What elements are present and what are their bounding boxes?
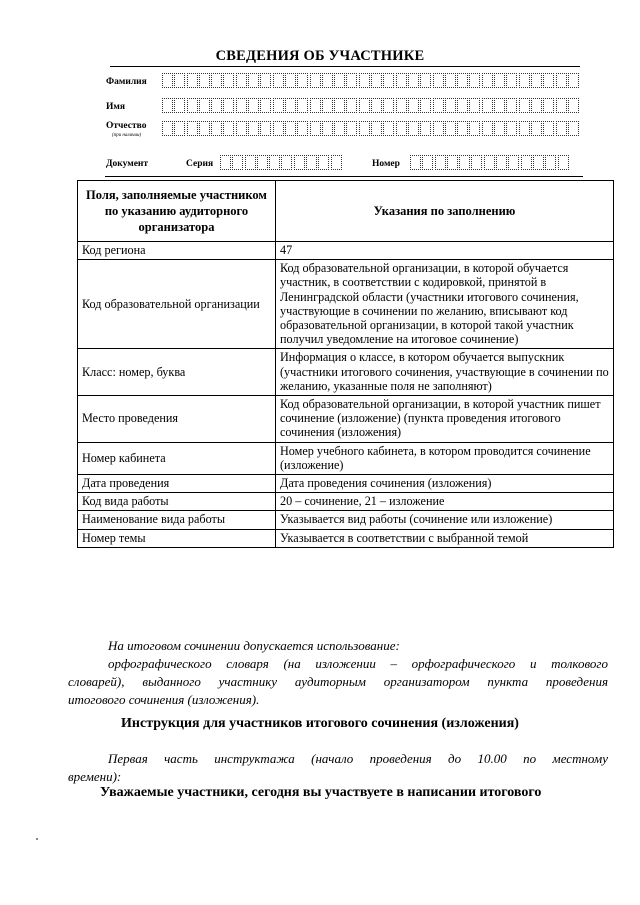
table-row (78, 529, 614, 547)
letter-cell[interactable] (494, 98, 505, 113)
field-cell: Номер темы (78, 529, 276, 547)
letter-cell[interactable] (174, 121, 185, 136)
letter-cell[interactable] (318, 155, 329, 170)
letter-cell[interactable] (482, 73, 493, 88)
letter-cell[interactable] (457, 73, 468, 88)
letter-cell[interactable] (273, 98, 284, 113)
letter-cell[interactable] (334, 98, 345, 113)
letter-cell[interactable] (260, 73, 271, 88)
series-cells[interactable] (220, 155, 343, 170)
scan-speck (36, 838, 38, 840)
letter-cell[interactable] (471, 155, 482, 170)
letter-cell[interactable] (297, 73, 308, 88)
letter-cell[interactable] (257, 155, 268, 170)
letter-cell[interactable] (359, 73, 370, 88)
field-cell: Код региона (78, 242, 276, 260)
letter-cell[interactable] (408, 98, 419, 113)
series-label: Серия (186, 159, 214, 169)
instruction-part1-line1: Первая часть инструктажа (начало проведения до 10.00 по местному (108, 751, 608, 766)
letter-cell[interactable] (187, 73, 198, 88)
letter-cell[interactable] (162, 98, 173, 113)
letter-cell[interactable] (211, 73, 222, 88)
letter-cell[interactable] (162, 121, 173, 136)
letter-cell[interactable] (484, 155, 495, 170)
instruction-speech-start: Уважаемые участники, сегодня вы участвуете в написании итогового (100, 785, 542, 800)
letter-cell[interactable] (469, 98, 480, 113)
letter-cell[interactable] (346, 73, 357, 88)
letter-cell[interactable] (545, 155, 556, 170)
letter-cell[interactable] (322, 73, 333, 88)
title-divider (110, 66, 580, 67)
letter-cell[interactable] (445, 98, 456, 113)
letter-cell[interactable] (199, 73, 210, 88)
letter-cell[interactable] (482, 121, 493, 136)
instruction-cell: 47 (276, 242, 614, 260)
instruction-cell: 20 – сочинение, 21 – изложение (276, 493, 614, 511)
instruction-title: Инструкция для участников итогового сочинения (изложения) (121, 716, 519, 731)
letter-cell[interactable] (174, 98, 185, 113)
table-row (78, 396, 614, 443)
letter-cell[interactable] (445, 121, 456, 136)
table-row (78, 442, 614, 474)
letter-cell[interactable] (199, 121, 210, 136)
letter-cell[interactable] (506, 121, 517, 136)
patronymic-cells[interactable] (162, 121, 580, 136)
letter-cell[interactable] (410, 155, 421, 170)
letter-cell[interactable] (447, 155, 458, 170)
instruction-cell: Код образовательной организации, в которой обучается участник, в соответствии с кодировкой, принятой в Ленинградской области (участники итогового сочинения, участвующие в сочинении по желанию, вписывают код образовательной организации, в которой такой участник получил уведомление на итоговое сочинение) (276, 260, 614, 349)
letter-cell[interactable] (531, 121, 542, 136)
letter-cell[interactable] (285, 73, 296, 88)
letter-cell[interactable] (174, 73, 185, 88)
field-cell: Код образовательной организации (78, 260, 276, 349)
instruction-cell: Дата проведения сочинения (изложения) (276, 475, 614, 493)
letter-cell[interactable] (568, 121, 579, 136)
letter-cell[interactable] (322, 98, 333, 113)
number-cells[interactable] (410, 155, 570, 170)
letter-cell[interactable] (187, 98, 198, 113)
letter-cell[interactable] (433, 98, 444, 113)
letter-cell[interactable] (162, 73, 173, 88)
letter-cell[interactable] (506, 98, 517, 113)
letter-cell[interactable] (211, 98, 222, 113)
field-cell: Место проведения (78, 396, 276, 443)
number-label: Номер (372, 159, 400, 169)
letter-cell[interactable] (519, 98, 530, 113)
letter-cell[interactable] (285, 98, 296, 113)
table-header-row (78, 181, 614, 242)
letter-cell[interactable] (322, 121, 333, 136)
note-line-3: словарей), выданного участнику аудиторным организатором пункта проведения (68, 674, 608, 689)
field-cell: Дата проведения (78, 475, 276, 493)
name-label: Имя (106, 102, 125, 112)
letter-cell[interactable] (383, 73, 394, 88)
fill-instructions-table (77, 180, 614, 548)
letter-cell[interactable] (568, 98, 579, 113)
table-row (78, 493, 614, 511)
form-title: СВЕДЕНИЯ ОБ УЧАСТНИКЕ (215, 48, 425, 64)
letter-cell[interactable] (199, 98, 210, 113)
field-cell: Класс: номер, буква (78, 349, 276, 396)
letter-cell[interactable] (420, 73, 431, 88)
name-cells[interactable] (162, 98, 580, 113)
letter-cell[interactable] (568, 73, 579, 88)
letter-cell[interactable] (346, 98, 357, 113)
letter-cell[interactable] (310, 73, 321, 88)
letter-cell[interactable] (396, 98, 407, 113)
instruction-cell: Указывается в соответствии с выбранной темой (276, 529, 614, 547)
document-label: Документ (106, 159, 149, 169)
letter-cell[interactable] (420, 98, 431, 113)
letter-cell[interactable] (248, 73, 259, 88)
letter-cell[interactable] (396, 73, 407, 88)
instruction-part1-line2: времени): (68, 769, 122, 784)
letter-cell[interactable] (310, 98, 321, 113)
letter-cell[interactable] (531, 98, 542, 113)
letter-cell[interactable] (273, 121, 284, 136)
letter-cell[interactable] (306, 155, 317, 170)
letter-cell[interactable] (482, 98, 493, 113)
letter-cell[interactable] (521, 155, 532, 170)
letter-cell[interactable] (543, 98, 554, 113)
letter-cell[interactable] (457, 98, 468, 113)
letter-cell[interactable] (508, 155, 519, 170)
column-header-instructions: Указания по заполнению (276, 181, 614, 242)
letter-cell[interactable] (211, 121, 222, 136)
letter-cell[interactable] (433, 73, 444, 88)
letter-cell[interactable] (383, 121, 394, 136)
instruction-cell: Код образовательной организации, в которой участник пишет сочинение (изложение) (пункта проведения итогового сочинения (изложения) (276, 396, 614, 443)
letter-cell[interactable] (433, 121, 444, 136)
table-row (78, 475, 614, 493)
letter-cell[interactable] (543, 121, 554, 136)
letter-cell[interactable] (245, 155, 256, 170)
letter-cell[interactable] (371, 98, 382, 113)
letter-cell[interactable] (220, 155, 231, 170)
letter-cell[interactable] (422, 155, 433, 170)
letter-cell[interactable] (371, 73, 382, 88)
note-line-2: орфографического словаря (на изложении – орфографического и толкового (108, 656, 608, 671)
letter-cell[interactable] (297, 121, 308, 136)
letter-cell[interactable] (334, 121, 345, 136)
surname-label: Фамилия (106, 77, 147, 87)
letter-cell[interactable] (232, 155, 243, 170)
letter-cell[interactable] (494, 121, 505, 136)
instruction-cell: Информация о классе, в котором обучается выпускник (участники итогового сочинения, участвующие в сочинении по желанию, указанные поля не заполняют) (276, 349, 614, 396)
note-intro: На итоговом сочинении допускается использование: (108, 638, 400, 653)
letter-cell[interactable] (285, 121, 296, 136)
letter-cell[interactable] (294, 155, 305, 170)
table-row (78, 349, 614, 396)
letter-cell[interactable] (334, 73, 345, 88)
instruction-cell: Номер учебного кабинета, в котором проводится сочинение (изложение) (276, 442, 614, 474)
surname-cells[interactable] (162, 73, 580, 88)
letter-cell[interactable] (445, 73, 456, 88)
letter-cell[interactable] (187, 121, 198, 136)
letter-cell[interactable] (469, 73, 480, 88)
letter-cell[interactable] (223, 98, 234, 113)
letter-cell[interactable] (236, 73, 247, 88)
letter-cell[interactable] (519, 121, 530, 136)
letter-cell[interactable] (297, 98, 308, 113)
letter-cell[interactable] (371, 121, 382, 136)
letter-cell[interactable] (435, 155, 446, 170)
letter-cell[interactable] (260, 121, 271, 136)
letter-cell[interactable] (223, 121, 234, 136)
table-row (78, 242, 614, 260)
letter-cell[interactable] (420, 121, 431, 136)
field-cell: Номер кабинета (78, 442, 276, 474)
letter-cell[interactable] (396, 121, 407, 136)
letter-cell[interactable] (531, 73, 542, 88)
letter-cell[interactable] (383, 98, 394, 113)
letter-cell[interactable] (331, 155, 342, 170)
letter-cell[interactable] (248, 98, 259, 113)
letter-cell[interactable] (248, 121, 259, 136)
letter-cell[interactable] (556, 121, 567, 136)
letter-cell[interactable] (506, 73, 517, 88)
letter-cell[interactable] (408, 73, 419, 88)
document-divider (105, 176, 583, 177)
letter-cell[interactable] (457, 121, 468, 136)
letter-cell[interactable] (494, 73, 505, 88)
column-header-fields: Поля, заполняемые участником по указанию аудиторного организатора (78, 181, 276, 242)
field-cell: Наименование вида работы (78, 511, 276, 529)
letter-cell[interactable] (269, 155, 280, 170)
table-row (78, 260, 614, 349)
letter-cell[interactable] (533, 155, 544, 170)
letter-cell[interactable] (346, 121, 357, 136)
letter-cell[interactable] (260, 98, 271, 113)
letter-cell[interactable] (359, 98, 370, 113)
patronymic-label: Отчество (106, 121, 147, 131)
patronymic-note: (при наличии) (112, 133, 142, 138)
letter-cell[interactable] (223, 73, 234, 88)
table-row (78, 511, 614, 529)
letter-cell[interactable] (556, 73, 567, 88)
letter-cell[interactable] (543, 73, 554, 88)
letter-cell[interactable] (310, 121, 321, 136)
instruction-cell: Указывается вид работы (сочинение или изложение) (276, 511, 614, 529)
letter-cell[interactable] (558, 155, 569, 170)
letter-cell[interactable] (496, 155, 507, 170)
letter-cell[interactable] (281, 155, 292, 170)
letter-cell[interactable] (236, 98, 247, 113)
letter-cell[interactable] (459, 155, 470, 170)
note-line-4: итогового сочинения (изложения). (68, 692, 260, 707)
letter-cell[interactable] (469, 121, 480, 136)
letter-cell[interactable] (408, 121, 419, 136)
letter-cell[interactable] (359, 121, 370, 136)
letter-cell[interactable] (556, 98, 567, 113)
field-cell: Код вида работы (78, 493, 276, 511)
letter-cell[interactable] (236, 121, 247, 136)
letter-cell[interactable] (273, 73, 284, 88)
letter-cell[interactable] (519, 73, 530, 88)
